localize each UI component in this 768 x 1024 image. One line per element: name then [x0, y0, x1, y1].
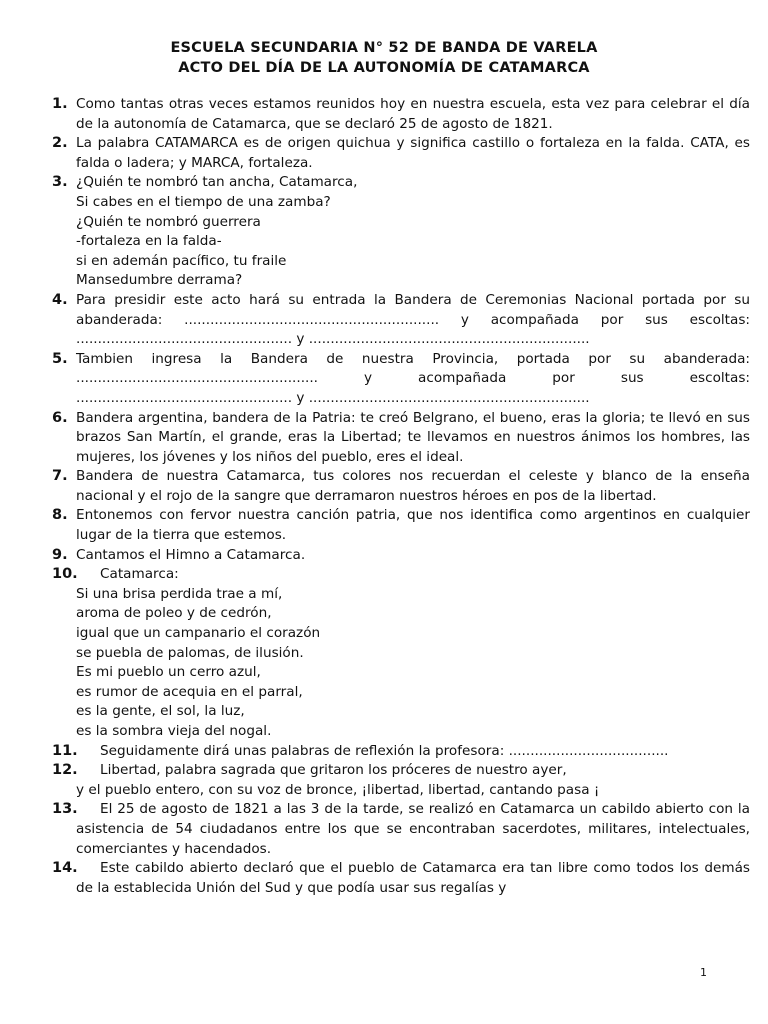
school-title: ESCUELA SECUNDARIA N° 52 DE BANDA DE VARELA	[170, 40, 598, 56]
poem-line: ¿Quién te nombró guerrera	[76, 213, 261, 230]
poem-line: si en ademán pacífico, tu fraile	[76, 252, 287, 269]
item-text: Tambien ingresa la Bandera de nuestra Provincia, portada por su abanderada: ........................................................ y acompañada por sus escoltas: .................................................. y .................................................................	[76, 350, 750, 406]
list-item	[52, 506, 750, 545]
list-item	[52, 350, 750, 409]
list-item	[52, 134, 750, 173]
item-text: Seguidamente dirá unas palabras de reflexión la profesora: .....................................	[100, 742, 669, 759]
item-number: 10.	[52, 566, 78, 583]
poem-line: es la sombra vieja del nogal.	[76, 723, 272, 739]
program-list	[52, 95, 750, 898]
item-number: 9.	[52, 546, 68, 563]
poem-line: Catamarca:	[100, 566, 179, 583]
page-number: 1	[700, 966, 707, 979]
item-text: Entonemos con fervor nuestra canción patria, que nos identifica como argentinos en cualquier lugar de la tierra que estemos.	[76, 507, 750, 544]
poem-line: -fortaleza en la falda-	[76, 233, 222, 250]
list-item	[52, 546, 750, 566]
list-item	[52, 409, 750, 468]
poem-line: Si una brisa perdida trae a mí,	[76, 585, 283, 602]
poem-line: se puebla de palomas, de ilusión.	[76, 644, 304, 661]
header	[0, 38, 768, 78]
list-item	[52, 859, 750, 898]
item-text: La palabra CATAMARCA es de origen quichua y significa castillo o fortaleza en la falda. CATA, es falda o ladera; y MARCA, fortaleza.	[76, 135, 750, 171]
item-text: Como tantas otras veces estamos reunidos hoy en nuestra escuela, esta vez para celebrar el día de la autonomía de Catamarca, que se declaró 25 de agosto de 1821.	[76, 96, 750, 132]
poem-line: igual que un campanario el corazón	[76, 625, 321, 642]
item-number: 6.	[52, 409, 68, 426]
item-number: 1.	[52, 96, 68, 112]
item-text: El 25 de agosto de 1821 a las 3 de la tarde, se realizó en Catamarca un cabildo abierto con la asistencia de 54 ciudadanos entre los que se encontraban sacerdotes, militares, intelectuales, comerciantes y hacendados.	[76, 801, 750, 857]
event-title: ACTO DEL DÍA DE LA AUTONOMÍA DE CATAMARCA	[178, 60, 590, 76]
poem-line: y el pueblo entero, con su voz de bronce, ¡libertad, libertad, cantando pasa ¡	[76, 781, 600, 798]
item-number: 12.	[52, 762, 78, 779]
list-item	[52, 742, 750, 762]
item-number: 5.	[52, 350, 68, 367]
poem-line: Mansedumbre derrama?	[76, 272, 243, 289]
item-text: Bandera argentina, bandera de la Patria: te creó Belgrano, el bueno, eras la gloria; te llevó en sus brazos San Martín, el grande, eras la Libertad; te llevamos en nuestros ánimos los hombres, las mujeres, los jóvenes y los niños del pueblo, eres el ideal.	[76, 409, 750, 465]
poem-line: ¿Quién te nombró tan ancha, Catamarca,	[76, 174, 358, 191]
item-number: 4.	[52, 291, 68, 308]
poem-line: es rumor de acequia en el parral,	[76, 683, 303, 700]
list-item	[52, 95, 750, 134]
list-item	[52, 761, 750, 800]
poem-line: Si cabes en el tiempo de una zamba?	[76, 193, 331, 210]
item-number: 13.	[52, 801, 78, 818]
item-number: 7.	[52, 468, 68, 485]
poem-line: es la gente, el sol, la luz,	[76, 703, 245, 720]
poem-line: Es mi pueblo un cerro azul,	[76, 664, 261, 681]
list-item	[52, 800, 750, 859]
item-number: 2.	[52, 135, 68, 152]
poem-line: aroma de poleo y de cedrón,	[76, 605, 272, 622]
item-number: 11.	[52, 742, 78, 759]
poem-line: Libertad, palabra sagrada que gritaron los próceres de nuestro ayer,	[100, 762, 567, 779]
item-number: 3.	[52, 174, 68, 191]
item-number: 14.	[52, 860, 78, 877]
list-item	[52, 173, 750, 291]
item-number: 8.	[52, 507, 68, 524]
item-text: Bandera de nuestra Catamarca, tus colores nos recuerdan el celeste y blanco de la enseña nacional y el rojo de la sangre que derramaron nuestros héroes en pos de la libertad.	[76, 468, 750, 504]
item-text: Cantamos el Himno a Catamarca.	[76, 546, 306, 563]
list-item	[52, 467, 750, 506]
item-text: Este cabildo abierto declaró que el pueblo de Catamarca era tan libre como todos los demás de la establecida Unión del Sud y que podía usar sus regalías y	[76, 860, 750, 896]
item-text: Para presidir este acto hará su entrada la Bandera de Ceremonias Nacional portada por su abanderada: ........................................................... y acompañada por sus escoltas: .................................................. y .................................................................	[76, 291, 750, 348]
list-item	[52, 291, 750, 350]
list-item	[52, 565, 750, 741]
